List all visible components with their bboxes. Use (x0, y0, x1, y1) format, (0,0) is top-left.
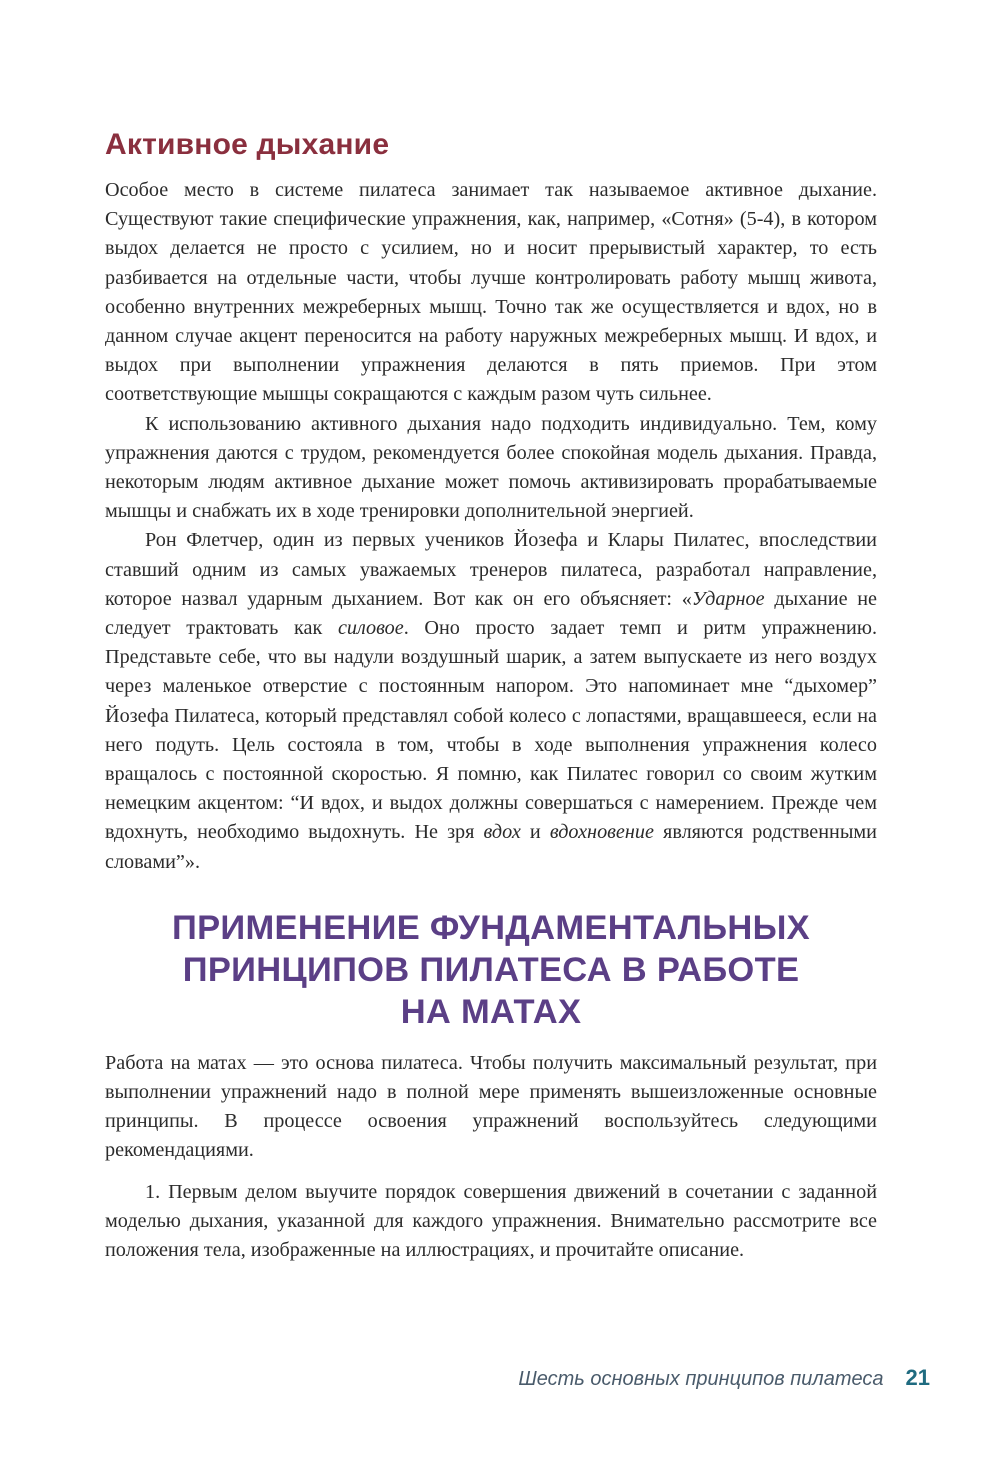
chapter-intro: Работа на матах — это основа пилатеса. Чтобы получить максимальный результат, при выполнении упражнений надо в полной мере применять вышеизложенные основные принципы. В процессе освоения упражнений воспользуйтесь следующими рекомендациями. (105, 1051, 877, 1162)
paragraph-3 (105, 526, 877, 876)
chapter-heading (105, 907, 877, 1033)
page-number: 21 (905, 1365, 930, 1390)
chapter-heading-line-1: ПРИМЕНЕНИЕ ФУНДАМЕНТАЛЬНЫХ (172, 908, 810, 947)
running-title: Шесть основных принципов пилатеса (518, 1368, 884, 1390)
paragraph-3-italic-1: Ударное (691, 587, 765, 610)
section-heading: Активное дыхание (105, 128, 390, 161)
paragraph-3-italic-3: вдох (483, 821, 521, 844)
paragraph-3-text-3: . Оно просто задает темп и ритм упражнению. Представьте себе, что вы надули воздушный шарик, а затем выпускаете из него воздух через маленькое отверстие с постоянным напором. Это напоминает мне “дыхомер” Йозефа Пилатеса, который представлял собой колесо с лопастями, вращавшееся, если на него подуть. Цель состояла в том, чтобы в ходе выполнения упражнения колесо вращалось с постоянной скоростью. Я помню, как Пилатес говорил со своим жутким немецким акцентом: “И вдох, и выдох должны совершаться с намерением. Прежде чем вдохнуть, необходимо выдохнуть. Не зря (105, 617, 877, 844)
page-footer (105, 1365, 930, 1391)
paragraph-2: К использованию активного дыхания надо подходить индивидуально. Тем, кому упражнения даются с трудом, рекомендуется более спокойная модель дыхания. Правда, некоторым людям активное дыхание может помочь активизировать прорабатываемые мышцы и снабжать их в ходе тренировки дополнительной энергией. (105, 412, 877, 523)
chapter-heading-line-2: ПРИНЦИПОВ ПИЛАТЕСА В РАБОТЕ (182, 950, 800, 989)
paragraph-3-text-1: Рон Флетчер, один из первых учеников Йозефа и Клары Пилатес, впоследствии ставший одним из самых уважаемых тренеров пилатеса, разработал направление, которое назвал ударным дыханием. Вот как он его объясняет: « (105, 529, 877, 610)
paragraph-3-italic-2: силовое (337, 617, 404, 640)
chapter-heading-line-3: НА МАТАХ (400, 992, 582, 1031)
list-item-1: 1. Первым делом выучите порядок совершения движений в сочетании с заданной моделью дыхания, указанной для каждого упражнения. Внимательно рассмотрите все положения тела, изображенные на иллюстрациях, и прочитайте описание. (105, 1180, 877, 1262)
paragraph-1: Особое место в системе пилатеса занимает так называемое активное дыхание. Существуют такие специфические упражнения, как, например, «Сотня» (5-4), в котором выдох делается не просто с усилием, но и носит прерывистый характер, то есть разбивается на отдельные части, чтобы лучше контролировать работу мышц живота, особенно внутренних межреберных мышц. Точно так же осуществляется и вдох, но в данном случае акцент переносится на работу наружных межреберных мышц. И вдох, и выдох при выполнении упражнения делаются в пять приемов. При этом соответствующие мышцы сокращаются с каждым разом чуть сильнее. (105, 179, 877, 406)
paragraph-3-italic-4: вдохновение (549, 821, 654, 844)
paragraph-3-text-2: дыхание не следует трактовать как (105, 587, 878, 640)
paragraph-3-text-4: и (520, 821, 550, 844)
paragraph-3-text-5: являются родственными словами”». (105, 821, 877, 873)
page-content (105, 128, 877, 1265)
